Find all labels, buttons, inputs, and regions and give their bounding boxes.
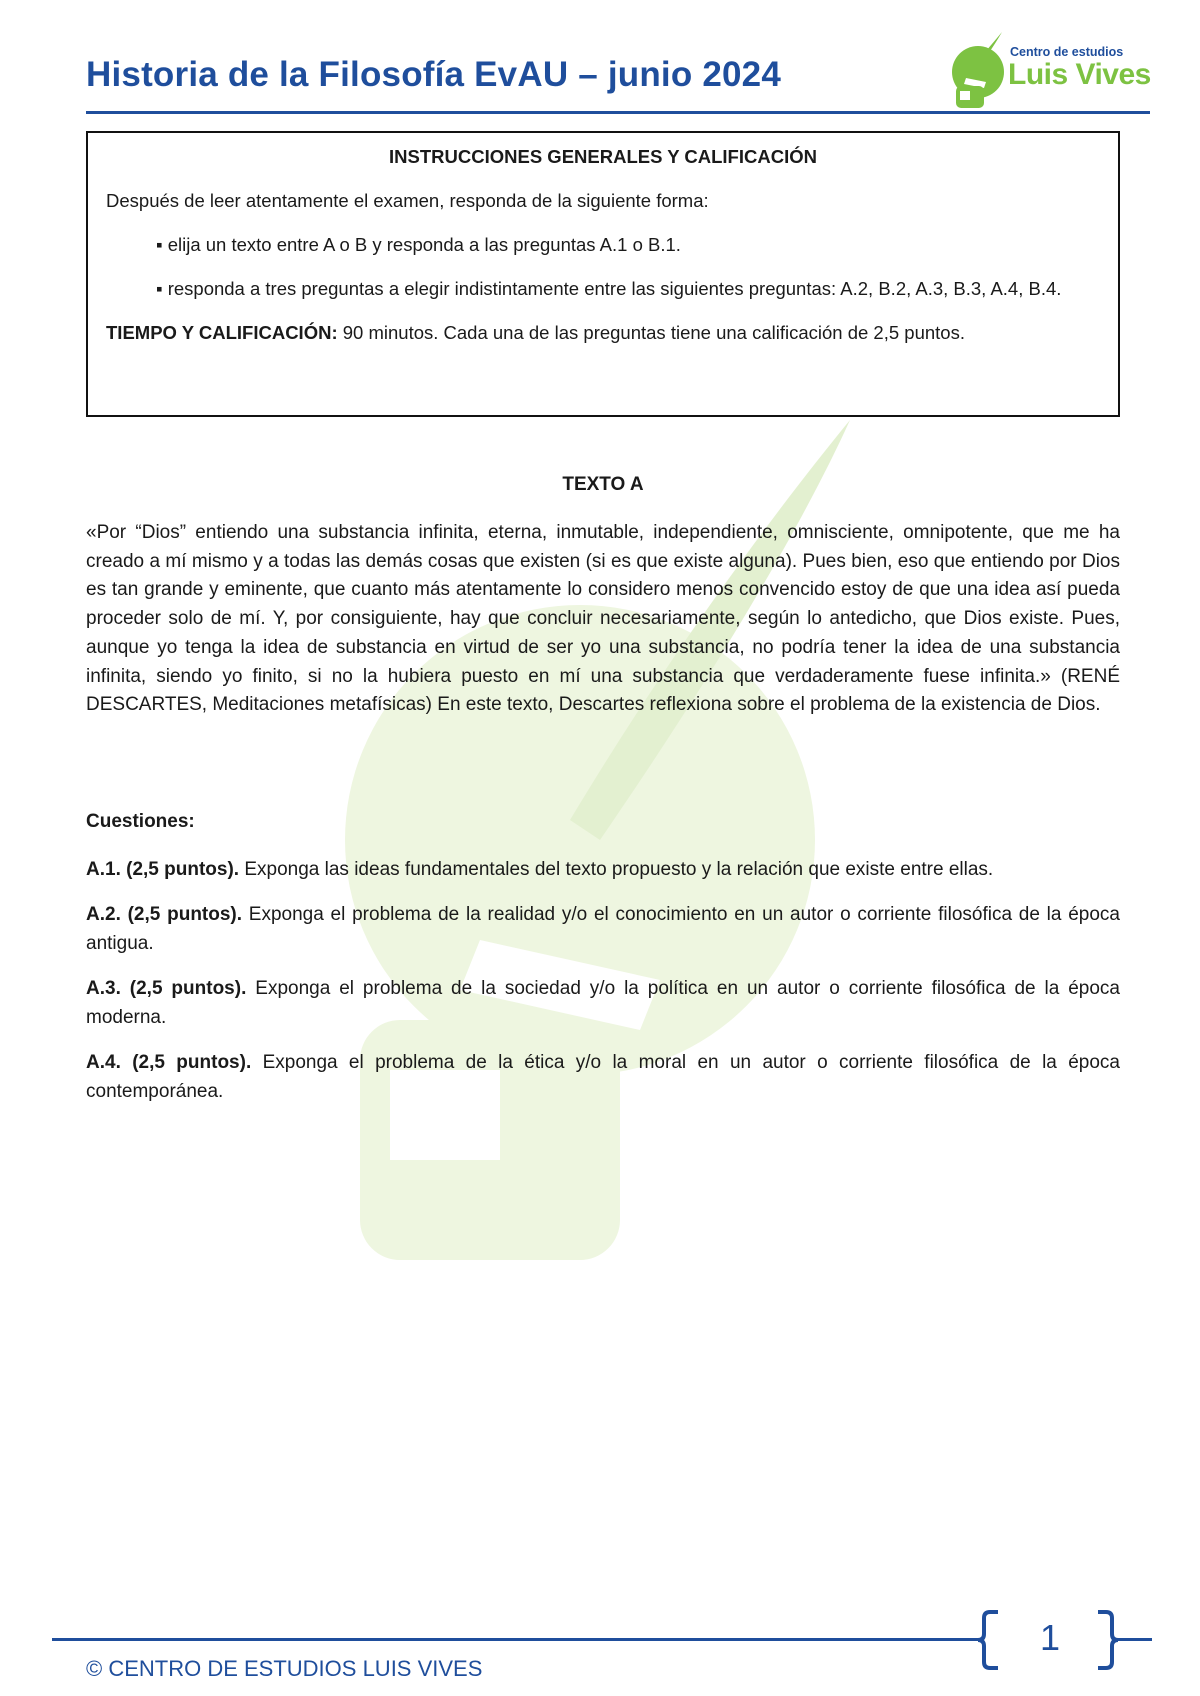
question-text: Exponga las ideas fundamentales del texto propuesto y la relación que existe entre ellas. [239, 859, 994, 880]
question-item [86, 900, 1120, 958]
question-item [86, 974, 1120, 1032]
footer-divider [52, 1638, 982, 1641]
footer-divider [1112, 1638, 1152, 1641]
logo-name: Luis Vives [1008, 58, 1151, 91]
instructions-intro: Después de leer atentamente el examen, responda de la siguiente forma: [106, 190, 709, 211]
question-code: A.3. (2,5 puntos). [86, 978, 247, 999]
question-text: Exponga el problema de la ética y/o la moral en un autor o corriente filosófica de la época contemporánea. [86, 1052, 1120, 1102]
brand-logo [948, 28, 1151, 110]
page-title: Historia de la Filosofía EvAU – junio 2024 [86, 55, 781, 94]
question-text: Exponga el problema de la sociedad y/o la política en un autor o corriente filosófica de la época moderna. [86, 978, 1120, 1028]
text-a-title: TEXTO A [562, 474, 644, 495]
instructions-box [86, 131, 1120, 417]
question-item [86, 855, 1120, 884]
time-and-grading [106, 319, 1100, 347]
questions-list [86, 855, 1120, 1122]
question-text: Exponga el problema de la realidad y/o el conocimiento en un autor o corriente filosófica de la época antigua. [86, 904, 1120, 954]
page-number: 1 [1039, 1617, 1061, 1658]
logo-subtitle: Centro de estudios [1010, 45, 1124, 59]
bullet-text: elija un texto entre A o B y responda a las preguntas A.1 o B.1. [167, 234, 681, 255]
question-item [86, 1048, 1120, 1106]
bullet-icon: ▪ [156, 234, 168, 255]
logo-emblem-icon [948, 28, 1008, 110]
footer-copyright: © CENTRO DE ESTUDIOS LUIS VIVES [86, 1656, 483, 1681]
instructions-bullet [106, 275, 1100, 303]
questions-heading: Cuestiones: [86, 811, 195, 832]
bullet-icon: ▪ [156, 278, 168, 299]
instructions-bullet [106, 231, 1100, 259]
question-code: A.1. (2,5 puntos). [86, 859, 240, 880]
text-a-body: «Por “Dios” entiendo una substancia infinita, eterna, inmutable, independiente, omnisciente, omnipotente, que me ha creado a mí mismo y a todas las demás cosas que existen (si es que existe alguna). Pues bien, eso que entiendo por Dios es tan grande y eminente, que cuanto más atentamente lo considero menos convencido estoy de que una idea así pueda proceder solo de mí. Y, por consiguiente, hay que concluir necesariamente, según lo antedicho, que Dios existe. Pues, aunque yo tenga la idea de substancia en virtud de ser yo una substancia, no podría tener la idea de una substancia infinita, siendo yo finito, si no la hubiera puesto en mí una substancia que verdaderamente fuese infinita.» (RENÉ DESCARTES, Meditaciones metafísicas) En este texto, Descartes reflexiona sobre el problema de la existencia de Dios. [86, 522, 1120, 716]
bullet-text: responda a tres preguntas a elegir indistintamente entre las siguientes preguntas: A.2, B.2, A.3, B.3, A.4, B.4. [167, 278, 1062, 299]
time-text: 90 minutos. Cada una de las preguntas tiene una calificación de 2,5 puntos. [337, 322, 965, 343]
header-divider [86, 111, 1150, 114]
time-label: TIEMPO Y CALIFICACIÓN: [106, 322, 338, 343]
instructions-title: INSTRUCCIONES GENERALES Y CALIFICACIÓN [389, 146, 817, 167]
question-code: A.4. (2,5 puntos). [86, 1052, 252, 1073]
question-code: A.2. (2,5 puntos). [86, 904, 243, 925]
